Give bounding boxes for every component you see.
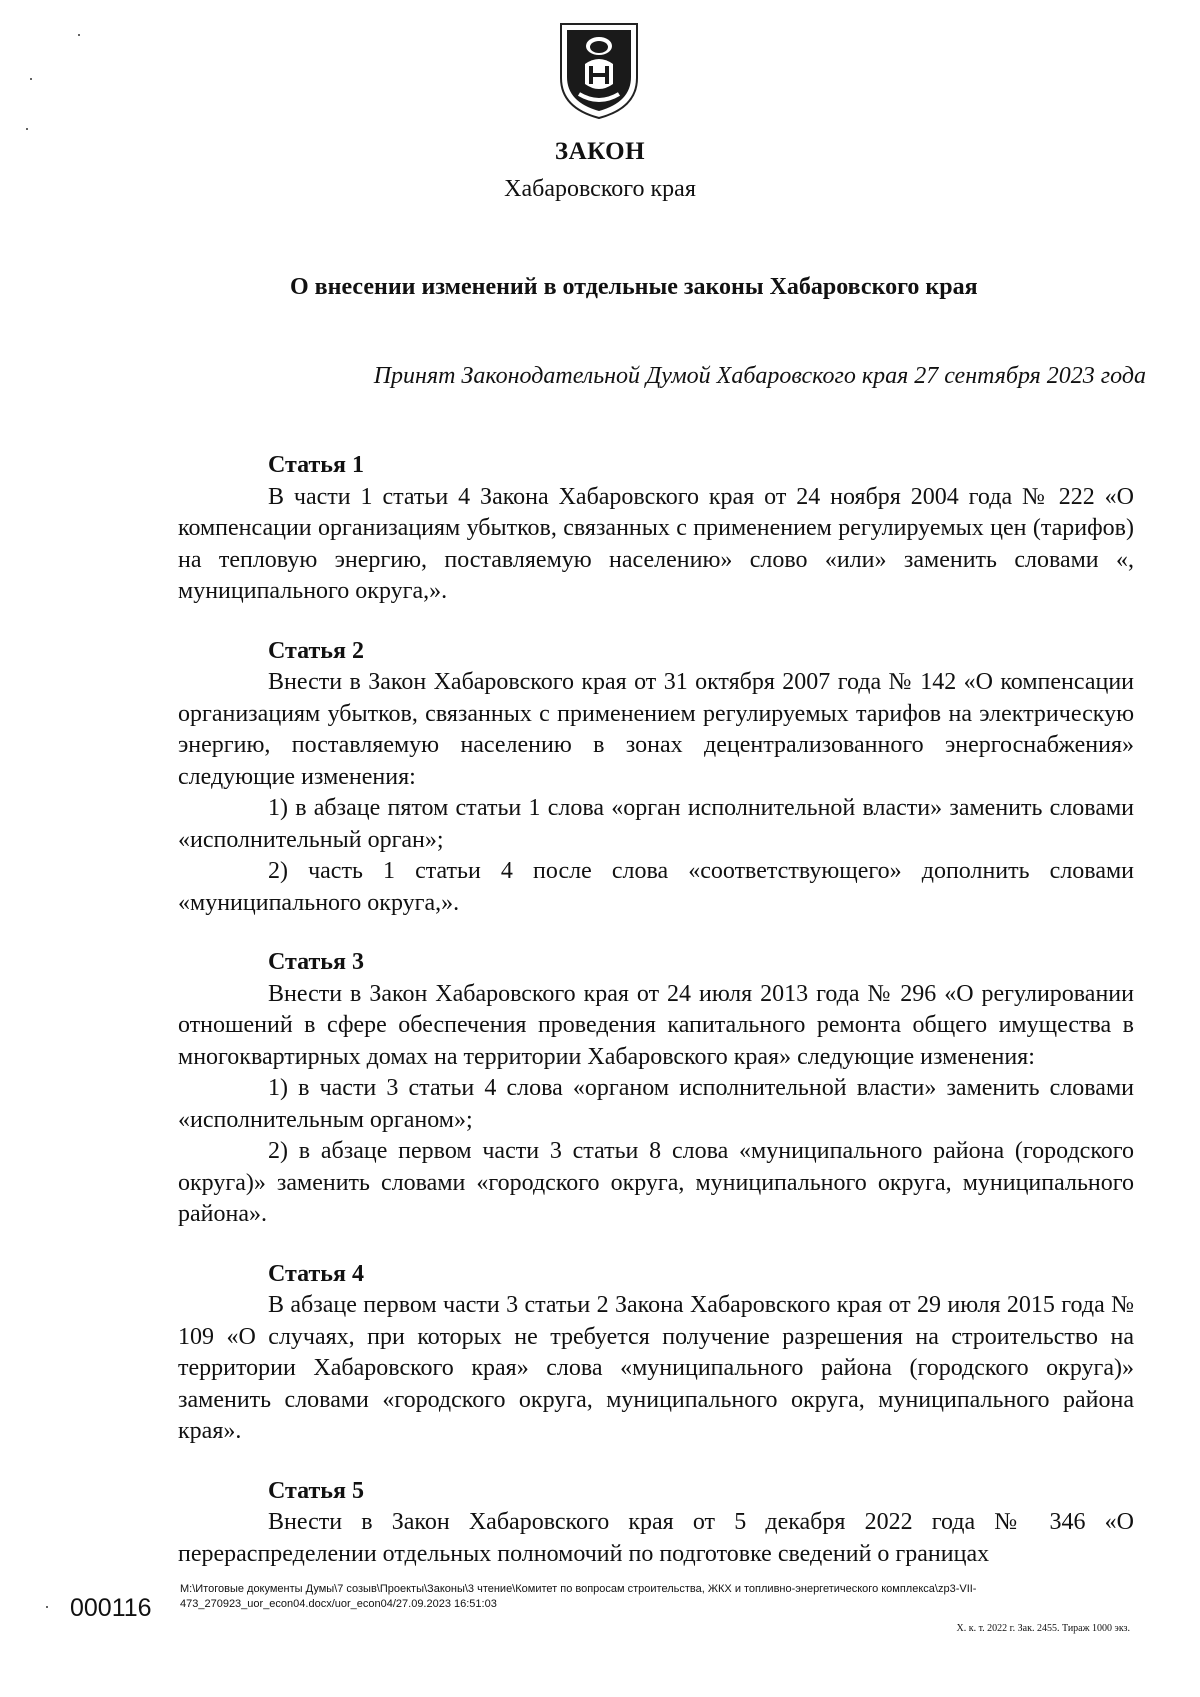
article-2-heading: Статья 2 [268, 637, 364, 664]
scan-speck [78, 34, 80, 36]
document-code: 000116 [70, 1594, 152, 1622]
article-3-item-2: 2) в абзаце первом части 3 статьи 8 слова «муниципального района (городского округа)» заменить словами «городского округа, муниципального округа, муниципального района». [178, 1138, 1134, 1227]
print-info: Х. к. т. 2022 г. Зак. 2455. Тираж 1000 экз. [956, 1623, 1130, 1634]
adoption-note: Принят Законодательной Думой Хабаровского края 27 сентября 2023 года [373, 363, 1146, 389]
scan-speck [30, 78, 32, 80]
article-2-item-1: 1) в абзаце пятом статьи 1 слова «орган исполнительной власти» заменить словами «исполнительный орган»; [178, 795, 1134, 853]
article-5-paragraph: Внести в Закон Хабаровского края от 5 декабря 2022 года № 346 «О перераспределении отдельных полномочий по подготовке сведений о границах [178, 1509, 1134, 1567]
article-3-item-1: 1) в части 3 статьи 4 слова «органом исполнительной власти» заменить словами «исполнительным органом»; [178, 1075, 1134, 1133]
scan-speck [26, 128, 28, 130]
article-4-paragraph: В абзаце первом части 3 статьи 2 Закона Хабаровского края от 29 июля 2015 года № 109 «О случаях, при которых не требуется получение разрешения на строительство на территории Хабаровского края» слова «муниципального района (городского округа)» заменить словами «городского округа, муниципального округа, муниципального района края». [178, 1292, 1134, 1444]
document-title: ЗАКОН [554, 138, 646, 165]
law-name: О внесении изменений в отдельные законы Хабаровского края [290, 274, 978, 300]
article-1-heading: Статья 1 [268, 452, 364, 478]
document-body [178, 450, 1134, 1570]
article-4-heading: Статья 4 [268, 1260, 364, 1287]
article-1-paragraph: В части 1 статьи 4 Закона Хабаровского края от 24 ноября 2004 года № 222 «О компенсации организациям убытков, связанных с применением регулируемых цен (тарифов) на тепловую энергию, поставляемую населению» слово «или» заменить словами «, муниципального округа,». [178, 483, 1134, 604]
document-subtitle: Хабаровского края [504, 176, 696, 202]
file-path: M:\Итоговые документы Думы\7 созыв\Проекты\Законы\3 чтение\Комитет по вопросам строительства, ЖКХ и топливно-энергетического комплекса\zp3-VII-473_270923_uor_econ04.docx/uor_econ04/27.09.2023 16:51:03 [180, 1583, 977, 1610]
article-5-heading: Статья 5 [268, 1477, 364, 1504]
coat-of-arms-icon [555, 20, 643, 120]
article-3-paragraph: Внести в Закон Хабаровского края от 24 июля 2013 года № 296 «О регулировании отношений в сфере обеспечения проведения капитального ремонта общего имущества в многоквартирных домах на территории Хабаровского края» следующие изменения: [178, 980, 1134, 1070]
scan-speck [46, 1606, 48, 1608]
article-2-paragraph: Внести в Закон Хабаровского края от 31 октября 2007 года № 142 «О компенсации организациям убытков, связанных с применением регулируемых тарифов на электрическую энергию, поставляемую населению в зонах децентрализованного энергоснабжения» следующие изменения: [178, 669, 1134, 790]
article-3-heading: Статья 3 [268, 949, 364, 975]
article-2-item-2: 2) часть 1 статьи 4 после слова «соответствующего» дополнить словами «муниципального округа,». [178, 858, 1134, 916]
